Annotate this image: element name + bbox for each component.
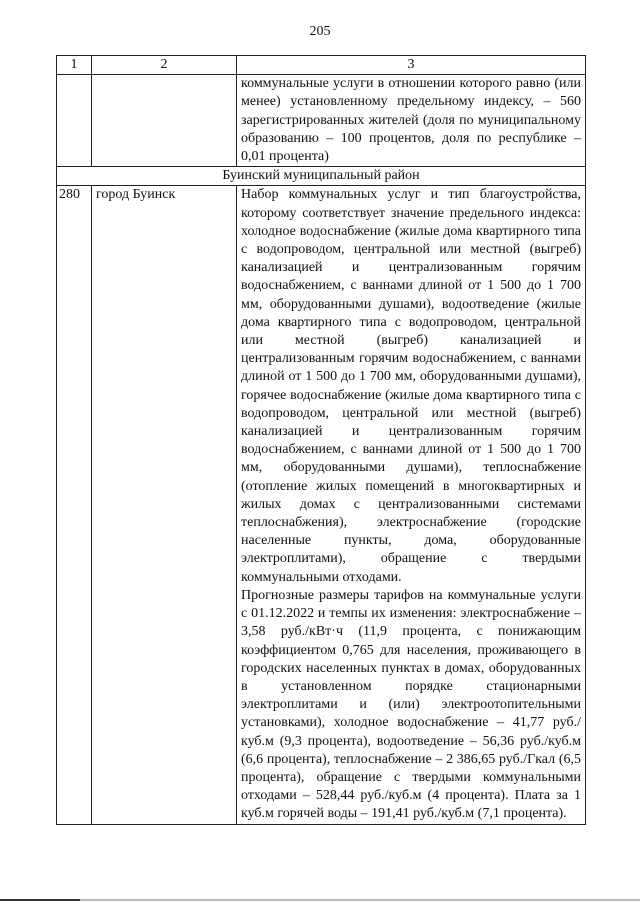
tariff-table	[56, 55, 586, 825]
entry-name: город Буинск	[92, 186, 237, 824]
entry-number: 280	[57, 186, 92, 824]
continuation-text: коммунальные услуги в отношении которого равно (или менее) установленному предельному индексу, – 560 зарегистрированных жителей (доля по муниципальному образованию – 100 процентов, доля по республике – 0,01 процента)	[237, 75, 586, 167]
header-col-3: 3	[237, 56, 586, 75]
entry-description	[237, 186, 586, 824]
header-col-2: 2	[92, 56, 237, 75]
entry-paragraph-2: Прогнозные размеры тарифов на коммунальные услуги с 01.12.2022 и темпы их изменения: электроснабжение – 3,58 руб./кВт·ч (11,9 процента, с понижающим коэффициентом 0,765 для населения, проживающего в городских населенных пунктах в домах, оборудованных в установленном порядке стационарными электроплитами и (или) электроотопительными установками), холодное водоснабжение – 41,77 руб./куб.м (9,3 процента), водоотведение – 56,36 руб./куб.м (6,6 процента), теплоснабжение – 2 386,65 руб./Гкал (6,5 процента), обращение с твердыми коммунальными отходами – 528,44 руб./куб.м (4 процента). Плата за 1 куб.м горячей воды – 191,41 руб./куб.м (7,1 процента).	[241, 587, 581, 822]
continuation-num-cell	[57, 75, 92, 167]
section-title: Буинский муниципальный район	[57, 167, 586, 186]
scan-bottom-edge	[0, 899, 640, 901]
continuation-row	[57, 75, 586, 167]
section-row	[57, 167, 586, 186]
table-header-row	[57, 56, 586, 75]
entry-paragraph-1: Набор коммунальных услуг и тип благоустройства, которому соответствует значение предельного индекса: холодное водоснабжение (жилые дома квартирного типа с водопроводом, центральной или местной (выгреб) канализацией и централизованным горячим водоснабжением, с ваннами длиной от 1 500 до 1 700 мм, оборудованными душами), водоотведение (жилые дома квартирного типа с водопроводом, центральной или местной (выгреб) канализацией и централизованным горячим водоснабжением, с ваннами длиной от 1 500 до 1 700 мм, оборудованными душами), горячее водоснабжение (жилые дома квартирного типа с водопроводом, центральной или местной (выгреб) канализацией и централизованным горячим водоснабжением, с ваннами длиной от 1 500 до 1 700 мм, оборудованными душами), теплоснабжение (отопление жилых помещений в многоквартирных и жилых домах с централизованными системами теплоснабжения), электроснабжение (городские населенные пункты, дома, оборудованные электроплитами), обращение с твердыми коммунальными отходами.	[241, 187, 581, 585]
table-row	[57, 186, 586, 824]
page-number: 205	[309, 24, 331, 39]
header-col-1: 1	[57, 56, 92, 75]
continuation-name-cell	[92, 75, 237, 167]
